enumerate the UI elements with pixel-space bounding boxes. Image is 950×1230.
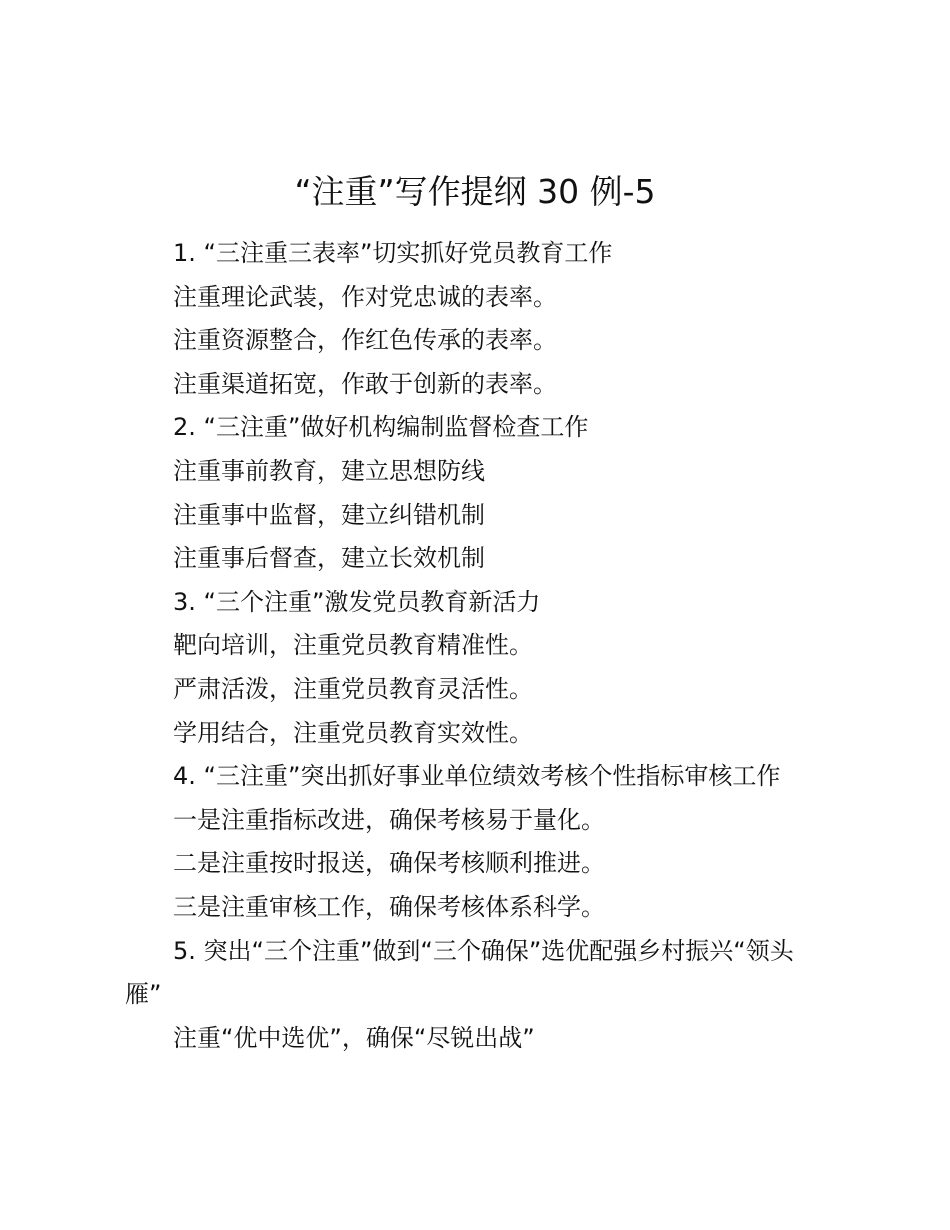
paragraph: 严肃活泼，注重党员教育灵活性。 xyxy=(173,674,533,703)
paragraph: 注重理论武装，作对党忠诚的表率。 xyxy=(173,282,557,311)
paragraph-heading-2: 2. “三注重”做好机构编制监督检查工作 xyxy=(173,413,589,442)
paragraph-heading-5: 5. 突出“三个注重”做到“三个确保”选优配强乡村振兴“领头雁” xyxy=(125,936,794,1009)
paragraph: 注重事前教育，建立思想防线 xyxy=(173,456,485,485)
paragraph: 学用结合，注重党员教育实效性。 xyxy=(173,718,533,747)
paragraph: 注重渠道拓宽，作敢于创新的表率。 xyxy=(173,369,557,398)
paragraph: 注重事后督查，建立长效机制 xyxy=(173,544,485,573)
paragraph: 注重资源整合，作红色传承的表率。 xyxy=(173,326,557,355)
paragraph: 注重“优中选优”，确保“尽锐出战” xyxy=(173,1023,535,1052)
paragraph: 三是注重审核工作，确保考核体系科学。 xyxy=(173,892,605,921)
paragraph: 一是注重指标改进，确保考核易于量化。 xyxy=(173,805,605,834)
paragraph-heading-1: 1. “三注重三表率”切实抓好党员教育工作 xyxy=(173,239,613,267)
paragraph: 靶向培训，注重党员教育精准性。 xyxy=(173,631,533,660)
paragraph-heading-4: 4. “三注重”突出抓好事业单位绩效考核个性指标审核工作 xyxy=(173,762,781,791)
paragraph: 注重事中监督，建立纠错机制 xyxy=(173,500,485,529)
paragraph-heading-3: 3. “三个注重”激发党员教育新活力 xyxy=(173,587,541,616)
paragraph: 二是注重按时报送，确保考核顺利推进。 xyxy=(173,849,605,878)
document-title: “注重”写作提纲 30 例-5 xyxy=(294,172,656,211)
document-body xyxy=(125,232,825,1060)
